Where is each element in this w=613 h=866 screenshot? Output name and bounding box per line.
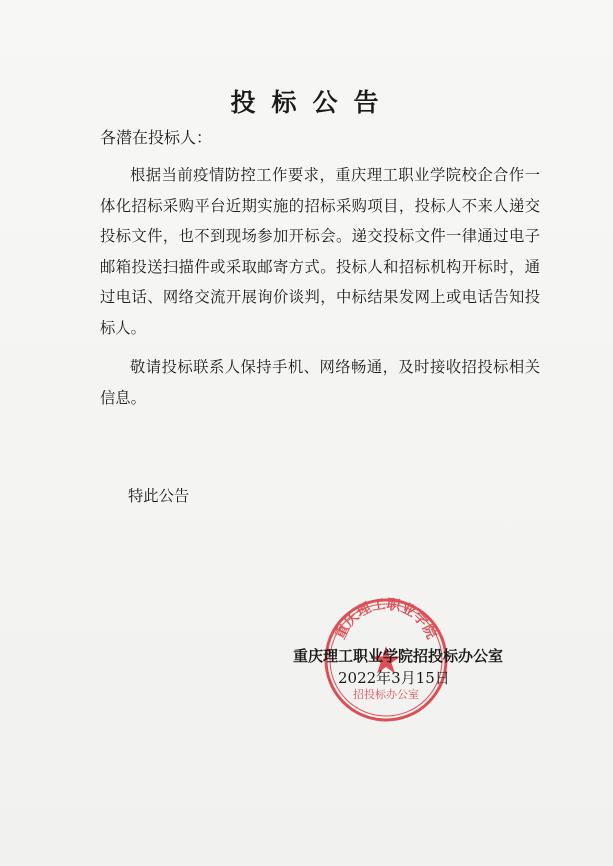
paragraph-1: 根据当前疫情防控工作要求，重庆理工职业学院校企合作一体化招标采购平台近期实施的招标采购项目，投标人不来人递交投标文件，也不到现场参加开标会。递交投标文件一律通过电子邮箱投送扫描件或采取邮寄方式。投标人和招标机构开标时，通过电话、网络交流开展询价谈判，中标结果发网上或电话告知投标人。 [100,166,540,337]
date: 2022年3月15日 [338,669,450,687]
seal-bottom-text: 招投标办公室 [353,688,419,701]
page-title: 投标公告 [230,88,395,117]
paragraph-2: 敬请投标联系人保持手机、网络畅通，及时接收招投标相关信息。 [100,358,540,407]
seal-arc-text: 重庆理工职业学院 [332,596,440,642]
closing-line: 特此公告 [128,487,190,505]
signer: 重庆理工职业学院招投标办公室 [293,647,504,665]
salutation: 各潜在投标人： [100,128,213,147]
